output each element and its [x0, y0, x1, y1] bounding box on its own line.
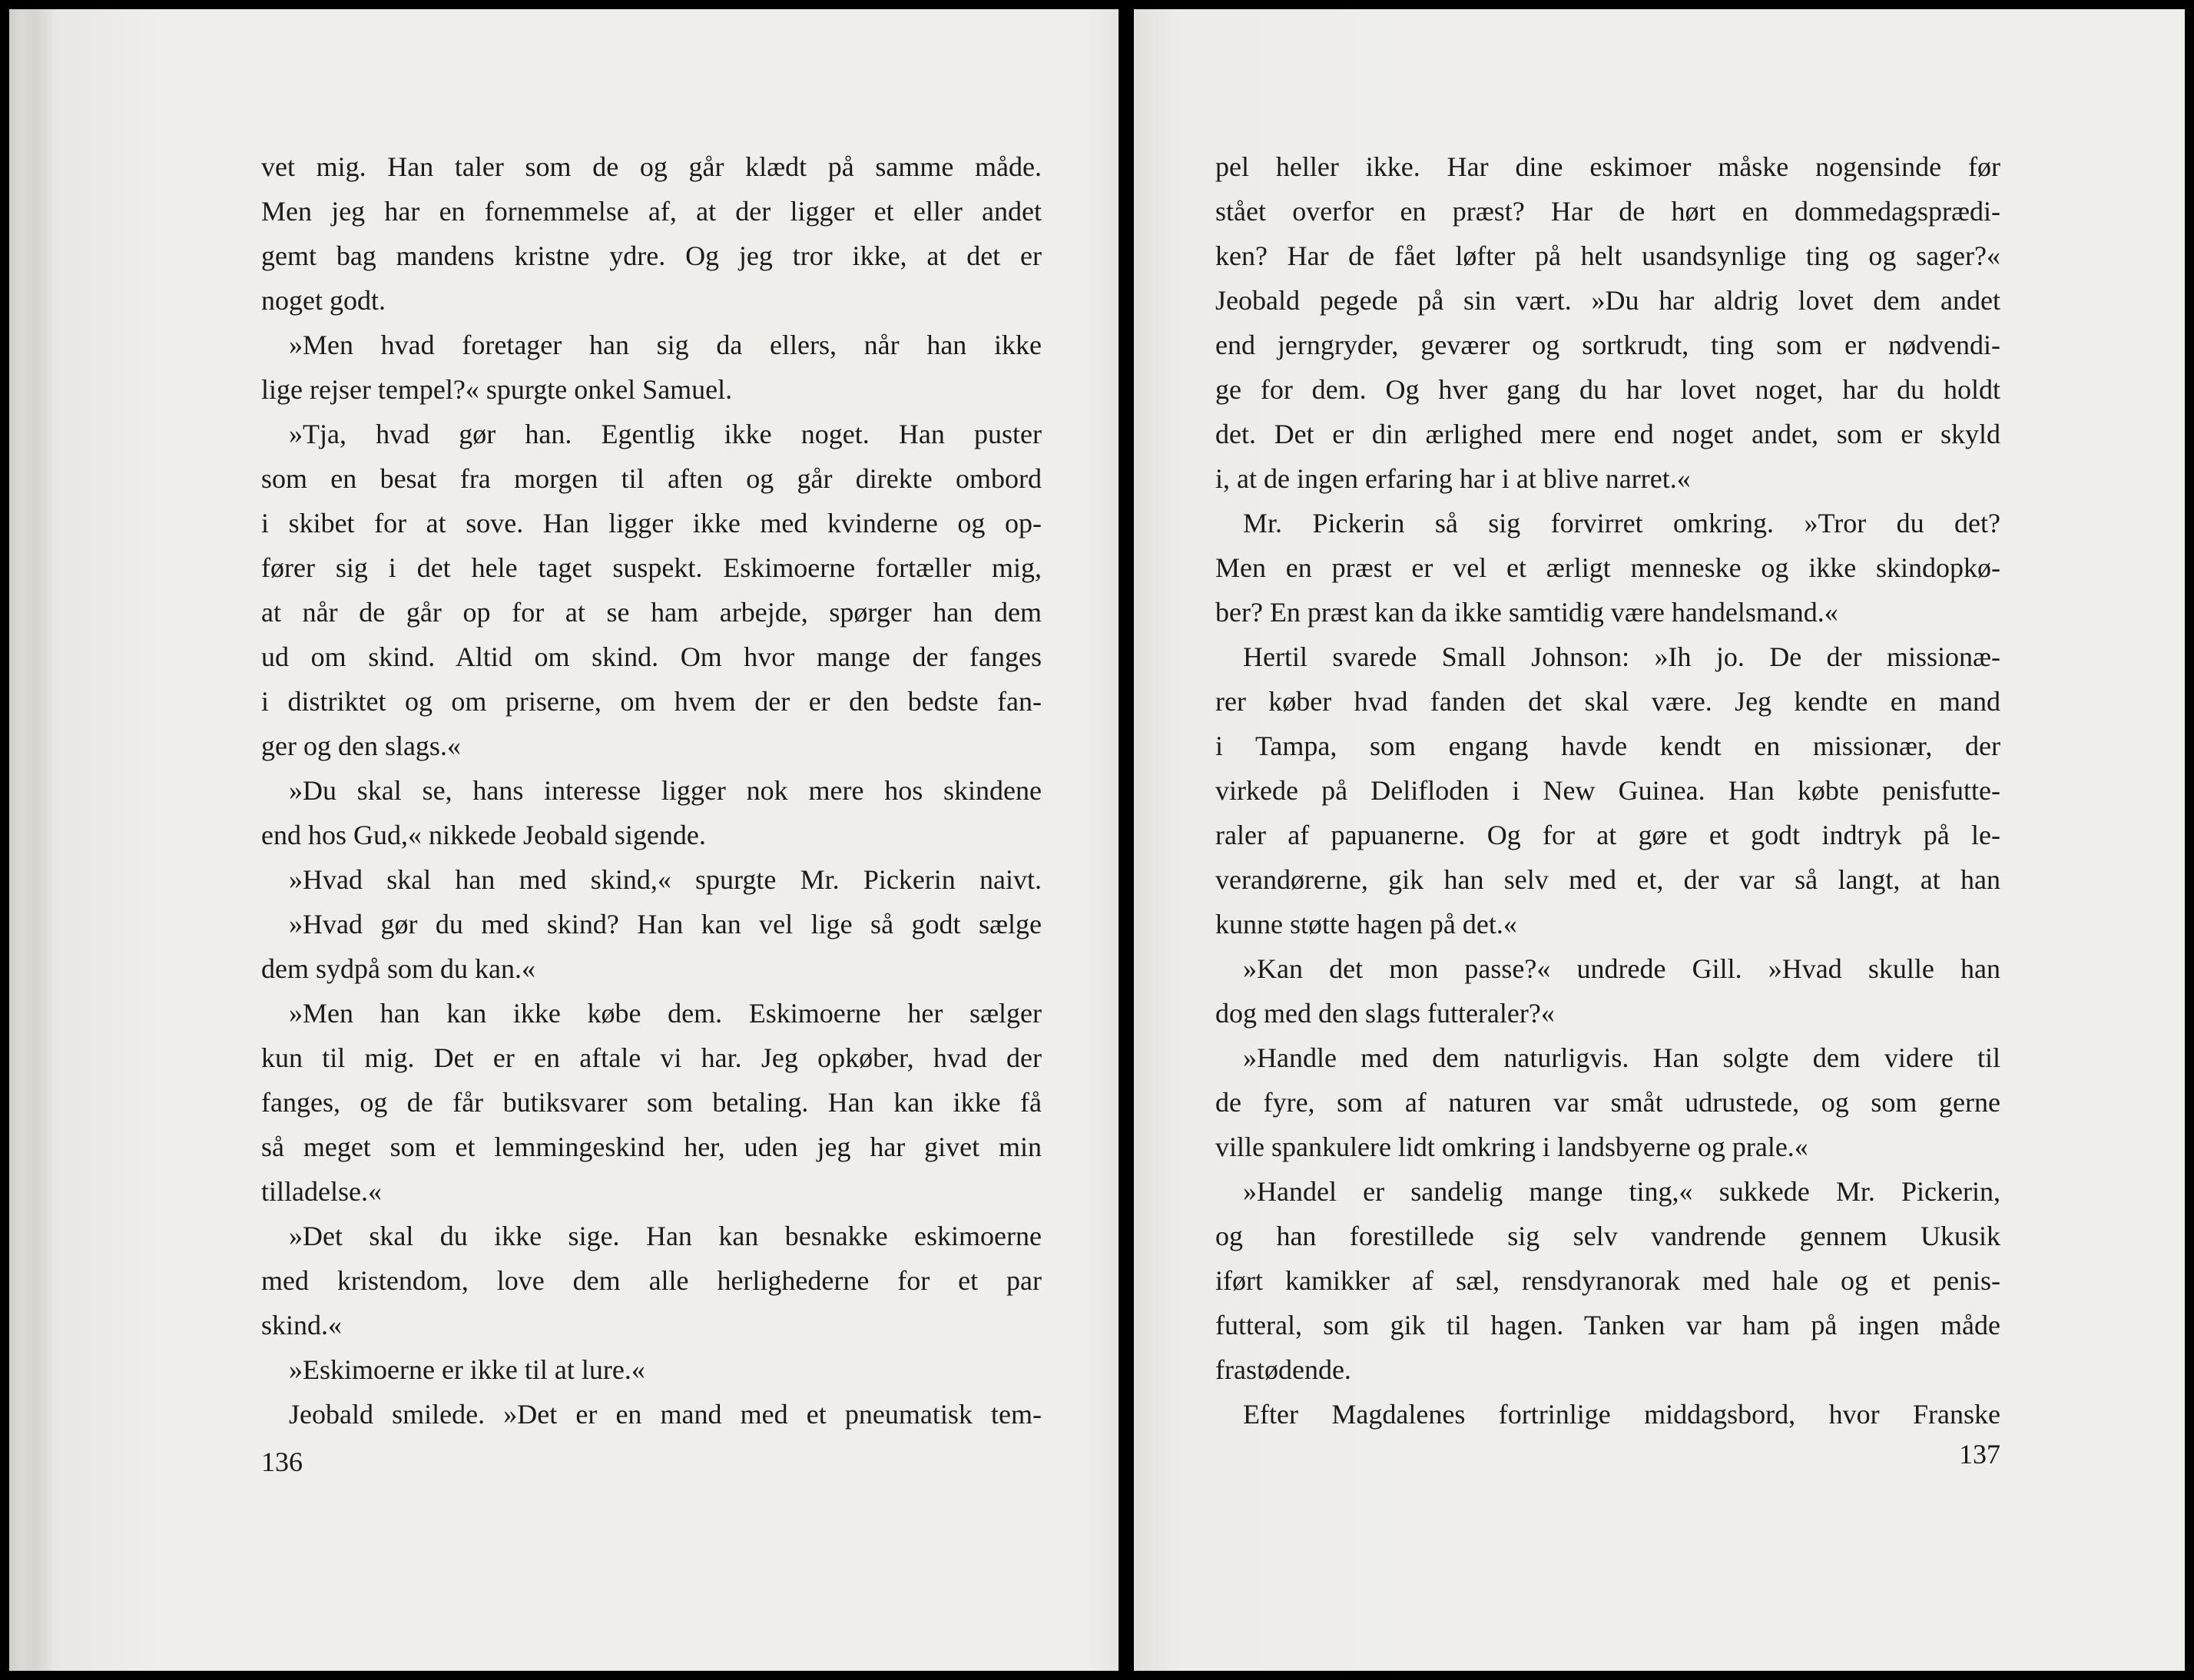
text-line: dog med den slags futteraler?« — [1215, 998, 1555, 1029]
text-line: futteral, som gik til hagen. Tanken var ham på ingen måde — [1215, 1310, 2000, 1340]
text-line: fører sig i det hele taget suspekt. Eskimoerne fortæller mig, — [261, 552, 1042, 583]
text-line: og han forestillede sig selv vandrende gennem Ukusik — [1215, 1221, 2000, 1251]
text-line: dem sydpå som du kan.« — [261, 953, 535, 984]
text-line: »Du skal se, hans interesse ligger nok mere hos skindene — [289, 775, 1042, 806]
text-line: Hertil svarede Small Johnson: »Ih jo. De der missionæ- — [1243, 641, 2000, 672]
text-line: at når de går op for at se ham arbejde, spørger han dem — [261, 597, 1042, 628]
text-line: stået overfor en præst? Har de hørt en dommedagsprædi- — [1215, 196, 2000, 227]
text-line: ud om skind. Altid om skind. Om hvor mange der fanges — [261, 641, 1042, 672]
text-line: »Hvad skal han med skind,« spurgte Mr. Pickerin naivt. — [289, 864, 1042, 895]
text-line: Jeobald pegede på sin vært. »Du har aldrig lovet dem andet — [1215, 285, 2000, 316]
text-line: »Hvad gør du med skind? Han kan vel lige så godt sælge — [289, 909, 1042, 939]
right-page-body — [1215, 144, 2000, 1436]
text-line: i skibet for at sove. Han ligger ikke med kvinderne og op- — [261, 508, 1042, 538]
text-line: med kristendom, love dem alle herlighederne for et par — [261, 1265, 1042, 1296]
text-line: »Handel er sandelig mange ting,« sukkede Mr. Pickerin, — [1243, 1176, 2000, 1207]
text-line: de fyre, som af naturen var småt udrustede, og som gerne — [1215, 1087, 2000, 1118]
text-line: »Eskimoerne er ikke til at lure.« — [289, 1354, 645, 1385]
text-line: »Det skal du ikke sige. Han kan besnakke eskimoerne — [289, 1221, 1042, 1251]
text-line: Men en præst er vel et ærligt menneske og ikke skindopkø- — [1215, 552, 2000, 583]
text-line: ken? Har de fået løfter på helt usandsynlige ting og sager?« — [1215, 240, 2000, 271]
text-line: det. Det er din ærlighed mere end noget andet, som er skyld — [1215, 419, 2000, 449]
text-line: tilladelse.« — [261, 1176, 382, 1207]
text-line: verandørerne, gik han selv med et, der var så langt, at han — [1215, 864, 2000, 895]
text-line: ber? En præst kan da ikke samtidig være handelsmand.« — [1215, 597, 1838, 628]
text-line: pel heller ikke. Har dine eskimoer måske nogensinde før — [1215, 151, 2000, 182]
text-line: ville spankulere lidt omkring i landsbyerne og prale.« — [1215, 1132, 1808, 1162]
text-line: »Kan det mon passe?« undrede Gill. »Hvad skulle han — [1243, 953, 2000, 984]
text-line: Mr. Pickerin så sig forvirret omkring. »Tror du det? — [1243, 508, 2000, 538]
text-line: fanges, og de får butiksvarer som betaling. Han kan ikke få — [261, 1087, 1042, 1118]
page-number: 136 — [261, 1446, 303, 1477]
text-line: kunne støtte hagen på det.« — [1215, 909, 1517, 939]
text-line: »Men hvad foretager han sig da ellers, når han ikke — [289, 330, 1042, 360]
text-line: end hos Gud,« nikkede Jeobald sigende. — [261, 820, 706, 850]
text-line: i Tampa, som engang havde kendt en missionær, der — [1215, 731, 2000, 761]
page-number: 137 — [1959, 1439, 2000, 1470]
text-line: virkede på Delifloden i New Guinea. Han købte penisfutte- — [1215, 775, 2000, 806]
text-line: iført kamikker af sæl, rensdyranorak med hale og et penis- — [1215, 1265, 2000, 1296]
text-line: »Men han kan ikke købe dem. Eskimoerne her sælger — [289, 998, 1042, 1029]
text-line: kun til mig. Det er en aftale vi har. Jeg opkøber, hvad der — [261, 1042, 1042, 1073]
text-line: Men jeg har en fornemmelse af, at der ligger et eller andet — [261, 196, 1042, 227]
text-line: i, at de ingen erfaring har i at blive narret.« — [1215, 463, 1691, 494]
text-line: som en besat fra morgen til aften og går direkte ombord — [261, 463, 1042, 494]
text-line: rer køber hvad fanden det skal være. Jeg kendte en mand — [1215, 686, 2000, 717]
text-line: »Tja, hvad gør han. Egentlig ikke noget. Han puster — [289, 419, 1042, 449]
text-line: vet mig. Han taler som de og går klædt på samme måde. — [261, 151, 1042, 182]
text-line: ger og den slags.« — [261, 731, 461, 761]
text-line: lige rejser tempel?« spurgte onkel Samuel. — [261, 374, 733, 405]
text-line: ge for dem. Og hver gang du har lovet noget, har du holdt — [1215, 374, 2000, 405]
text-line: end jerngryder, geværer og sortkrudt, ting som er nødvendi- — [1215, 330, 2000, 360]
text-line: noget godt. — [261, 285, 386, 316]
right-page — [1134, 9, 2185, 1671]
text-line: så meget som et lemmingeskind her, uden jeg har givet min — [261, 1132, 1042, 1162]
left-page — [9, 9, 1119, 1671]
text-line: Jeobald smilede. »Det er en mand med et pneumatisk tem- — [289, 1399, 1042, 1430]
text-line: gemt bag mandens kristne ydre. Og jeg tror ikke, at det er — [261, 240, 1042, 271]
text-line: skind.« — [261, 1310, 343, 1340]
text-line: »Handle med dem naturligvis. Han solgte dem videre til — [1243, 1042, 2000, 1073]
text-line: Efter Magdalenes fortrinlige middagsbord, hvor Franske — [1243, 1399, 2000, 1430]
text-line: i distriktet og om priserne, om hvem der er den bedste fan- — [261, 686, 1042, 717]
left-page-body — [261, 144, 1042, 1436]
text-line: raler af papuanerne. Og for at gøre et godt indtryk på le- — [1215, 820, 2000, 850]
text-line: frastødende. — [1215, 1354, 1351, 1385]
